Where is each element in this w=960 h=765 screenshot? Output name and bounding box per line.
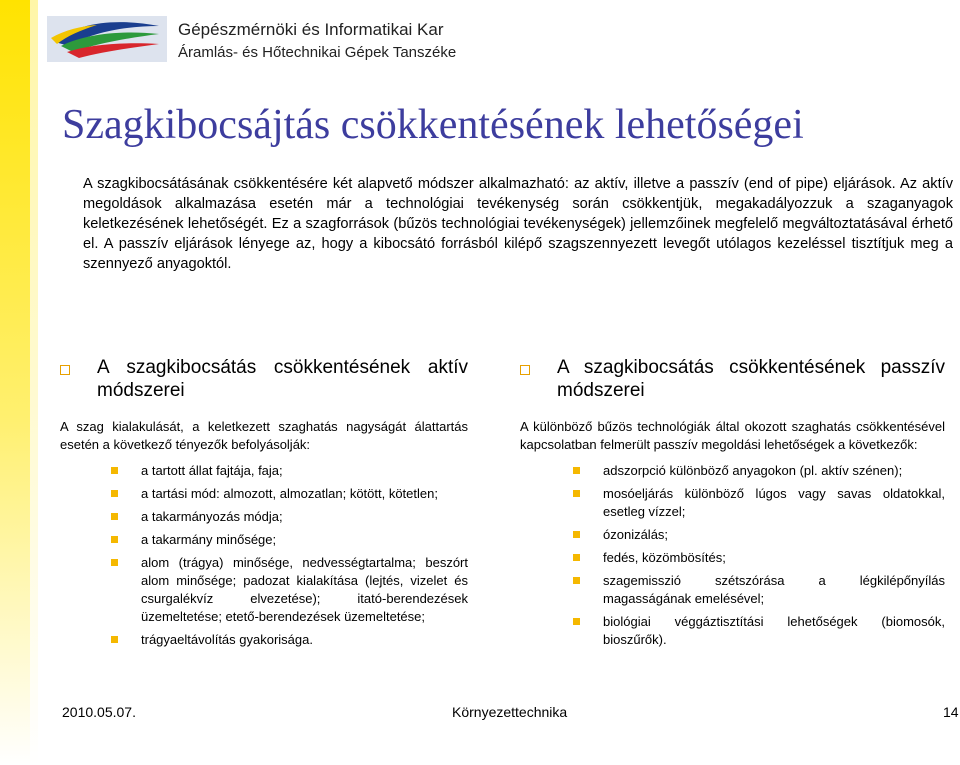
list-item-text: a tartási mód: almozott, almozatlan; kötött, kötetlen; bbox=[141, 486, 438, 501]
list-item bbox=[520, 462, 945, 480]
list-item-text: adszorpció különböző anyagokon (pl. aktív szénen); bbox=[603, 463, 903, 478]
square-bullet-icon bbox=[573, 490, 580, 497]
list-item-text: a takarmányozás módja; bbox=[141, 509, 283, 524]
active-methods-intro: A szag kialakulását, a keletkezett szaghatás nagyságát álattartás esetén a következő tényezők befolyásolják: bbox=[60, 419, 468, 452]
list-item bbox=[520, 572, 945, 608]
active-methods-heading-text: A szagkibocsátás csökkentésének aktív módszerei bbox=[97, 357, 468, 401]
passive-methods-column bbox=[520, 356, 945, 654]
list-item-text: a takarmány minősége; bbox=[141, 532, 277, 547]
faculty-name: Gépészmérnöki és Informatikai Kar bbox=[178, 20, 444, 39]
active-methods-list bbox=[60, 462, 468, 649]
square-bullet-icon bbox=[573, 577, 580, 584]
square-bullet-icon bbox=[573, 531, 580, 538]
passive-methods-intro: A különböző bűzös technológiák által okozott szaghatás csökkentésével kapcsolatban felmerült passzív megoldási lehetőségek a következők: bbox=[520, 419, 945, 452]
list-item bbox=[520, 613, 945, 649]
list-item bbox=[60, 554, 468, 626]
hollow-square-bullet-icon bbox=[60, 365, 70, 375]
square-bullet-icon bbox=[111, 490, 118, 497]
list-item bbox=[60, 485, 468, 503]
passive-methods-heading bbox=[520, 356, 945, 402]
square-bullet-icon bbox=[573, 467, 580, 474]
university-logo bbox=[47, 16, 167, 62]
list-item-text: alom (trágya) minősége, nedvességtartalma; beszórt alom minősége; padozat kialakítása (lejtés, vizelet és csurgalékvíz elvezetése); itató-berendezések üzemeltetése; etető-berendezések üzemeltetése; bbox=[141, 555, 468, 624]
list-item-text: biológiai véggáztisztítási lehetőségek (biomosók, bioszűrők). bbox=[603, 614, 945, 647]
sidebar-stripe bbox=[0, 0, 30, 765]
square-bullet-icon bbox=[111, 513, 118, 520]
list-item-text: a tartott állat fajtája, faja; bbox=[141, 463, 283, 478]
list-item-text: trágyaeltávolítás gyakorisága. bbox=[141, 632, 313, 647]
hollow-square-bullet-icon bbox=[520, 365, 530, 375]
square-bullet-icon bbox=[573, 554, 580, 561]
list-item bbox=[60, 462, 468, 480]
page-number: 14 bbox=[943, 704, 959, 720]
list-item-text: szagemisszió szétszórása a légkilépőnyílás magasságának emelésével; bbox=[603, 573, 945, 606]
passive-methods-heading-text: A szagkibocsátás csökkentésének passzív módszerei bbox=[557, 357, 945, 401]
footer-course: Környezettechnika bbox=[452, 704, 568, 720]
footer-date: 2010.05.07. bbox=[62, 704, 136, 720]
list-item bbox=[520, 485, 945, 521]
list-item bbox=[60, 508, 468, 526]
list-item-text: mosóeljárás különböző lúgos vagy savas oldatokkal, esetleg vízzel; bbox=[603, 486, 945, 519]
slide-title: Szagkibocsájtás csökkentésének lehetőségei bbox=[62, 102, 804, 148]
list-item bbox=[60, 531, 468, 549]
list-item-text: fedés, közömbösítés; bbox=[603, 550, 726, 565]
passive-methods-list bbox=[520, 462, 945, 649]
square-bullet-icon bbox=[111, 636, 118, 643]
list-item bbox=[60, 631, 468, 649]
department-name: Áramlás- és Hőtechnikai Gépek Tanszéke bbox=[178, 44, 457, 61]
square-bullet-icon bbox=[111, 559, 118, 566]
list-item-text: ózonizálás; bbox=[603, 527, 669, 542]
intro-paragraph: A szagkibocsátásának csökkentésére két alapvető módszer alkalmazható: az aktív, illetve a passzív (end of pipe) eljárások. Az aktív megoldások alkalmazása esetén már a technológiai tevékenység során csökkentjük, megakadályozzuk a szaganyagok keletkezésének lehetőségét. Ez a szagforrások (bűzös technológiai tevékenységek) jellemzőinek megfelelő megváltoztatásával érhető el. A passzív eljárások lényege az, hogy a kibocsátó forrásból kilépő szagszennyezett levegőt utólagos kezeléssel tisztítjuk meg a szennyező anyagoktól. bbox=[83, 176, 953, 272]
square-bullet-icon bbox=[111, 536, 118, 543]
active-methods-heading bbox=[60, 356, 468, 402]
square-bullet-icon bbox=[573, 618, 580, 625]
list-item bbox=[520, 549, 945, 567]
square-bullet-icon bbox=[111, 467, 118, 474]
active-methods-column bbox=[60, 356, 468, 654]
sidebar-stripe-light bbox=[30, 0, 38, 765]
list-item bbox=[520, 526, 945, 544]
